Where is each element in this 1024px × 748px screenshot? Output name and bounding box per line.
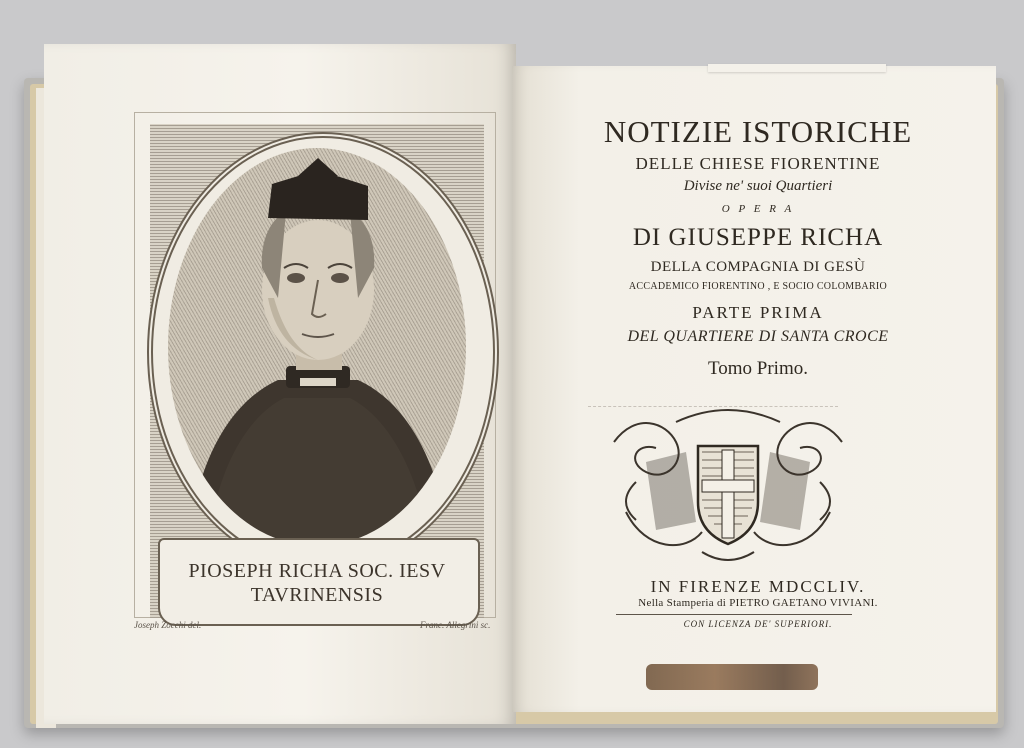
inscription-line-2: TAVRINENSIS (250, 584, 384, 606)
artist-credit-left: Joseph Zocchi del. (134, 620, 202, 630)
printer-ornament (606, 402, 850, 564)
volume-line: Tomo Primo. (707, 358, 808, 379)
imprint-place-date: IN FIRENZE MDCCLIV. (650, 577, 866, 596)
book-subtitle: DELLE CHIESE FIORENTINE (635, 154, 881, 173)
order-line: DELLA COMPAGNIA DI GESÙ (650, 259, 866, 275)
divided-line: Divise ne' suoi Quartieri (683, 178, 833, 194)
portrait-oval (168, 148, 466, 546)
quarter-line: DEL QUARTIERE DI SANTA CROCE (627, 328, 889, 345)
author-line: DI GIUSEPPE RICHA (632, 224, 884, 251)
artist-credit-right: Franc. Allegrini sc. (420, 620, 491, 630)
imprint-licence: CON LICENZA DE' SUPERIORI. (683, 619, 833, 629)
opera-line: O P E R A (721, 203, 795, 215)
portrait-figure (168, 148, 466, 546)
inscription-line-1: PIOSEPH RICHA SOC. IESV (188, 560, 446, 582)
binding-stain (646, 664, 818, 690)
page-tab (708, 64, 886, 72)
part-line: PARTE PRIMA (692, 303, 824, 322)
imprint-rule (616, 614, 852, 615)
imprint-printer: Nella Stamperia di PIETRO GAETANO VIVIANI. (638, 597, 878, 609)
academic-line: ACCADEMICO FIORENTINO , E SOCIO COLOMBARIO (628, 281, 888, 292)
book-title: NOTIZIE ISTORICHE (603, 114, 913, 149)
